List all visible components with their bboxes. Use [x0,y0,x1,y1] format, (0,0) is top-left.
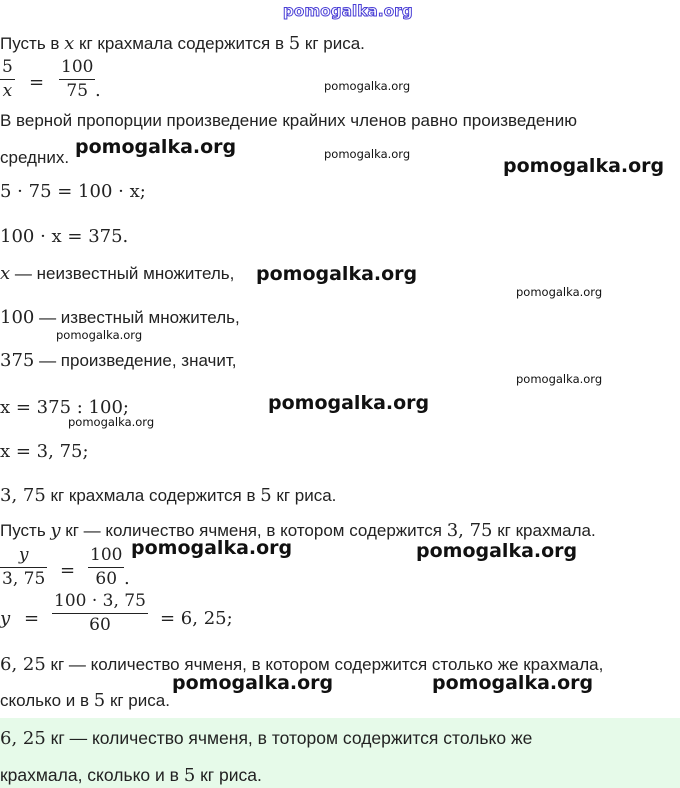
watermark: pomogalka.org [68,415,155,429]
text: кг крахмала содержится в [74,34,289,53]
num: 3, 75 [0,485,46,506]
answer-line-1 [0,728,532,749]
text: кг риса. [195,765,262,785]
rule-line-1: В верной пропорции произведение крайних членов равно произведению [0,111,577,130]
num: 5 [288,33,301,54]
watermark: pomogalka.org [503,155,665,177]
text: кг крахмала. [492,521,596,540]
fraction-y-over-3-75 [0,546,47,589]
num: 6, 25 [0,654,46,675]
answer-line-2 [0,765,262,786]
fraction-product-over-60 [52,592,148,635]
watermark: pomogalka.org [416,540,578,562]
equation-3: x = 375 : 100; [0,397,129,418]
numerator: y [18,545,29,565]
result-line-2b [0,691,170,711]
text: кг — количество ячменя, в тотором содержится столько же [45,728,533,748]
watermark: pomogalka.org [268,392,430,414]
factor-unknown-line [0,264,234,284]
text: кг — количество ячменя, в котором содержится [60,521,447,540]
period: . [124,568,130,589]
num: 3, 75 [446,520,493,541]
fraction-bar [0,567,47,568]
text: — произведение, значит, [34,351,237,370]
var-y: y [50,520,61,541]
text: кг риса. [105,691,170,710]
watermark: pomogalka.org [516,372,603,386]
product-line [0,351,237,371]
text: — неизвестный множитель, [10,264,235,283]
watermark: pomogalka.org [172,672,334,694]
numerator: 100 [90,545,123,565]
denominator: 3, 75 [2,569,46,589]
fraction-100-over-75 [59,58,95,101]
equation-1: 5 · 75 = 100 · x; [0,181,146,202]
watermark: pomogalka.org [75,136,237,158]
fraction-bar [88,567,124,568]
factor-known-line [0,308,240,328]
equals-sign: = [29,72,45,93]
text: кг риса. [271,486,337,505]
numerator: 100 · 3, 75 [54,591,146,611]
var-y: y [0,608,11,629]
watermark: pomogalka.org [324,147,411,161]
equation-4: x = 3, 75; [0,441,89,462]
fraction-bar [52,613,148,614]
equation-result: = 6, 25; [160,608,233,629]
problem-line-2 [0,521,596,541]
rule-line-2: средних. [0,148,70,167]
problem-line-1 [0,34,365,54]
numerator: 5 [2,57,13,77]
var-x: x [0,263,11,284]
num: 5 [260,485,272,506]
text: сколько и в [0,691,94,710]
num: 6, 25 [0,728,46,749]
fraction-bar [59,79,95,80]
watermark: pomogalka.org [432,672,594,694]
text: Пусть [0,521,51,540]
fraction-100-over-60 [88,546,124,589]
num: 100 [0,307,35,328]
num: 375 [0,350,35,371]
fraction-bar [0,79,15,80]
text: крахмала, сколько и в [0,765,184,785]
result-line-1 [0,486,336,506]
text: Пусть в [0,34,65,53]
watermark: pomogalka.org [256,263,418,285]
denominator: 60 [89,615,111,635]
text: кг крахмала содержится в [45,486,261,505]
watermark: pomogalka.org [324,79,411,93]
watermark: pomogalka.org [131,537,293,559]
var-x: x [64,33,75,54]
text: — известный множитель, [34,308,240,327]
period: . [95,80,101,101]
header-watermark: pomogalka.org [283,2,413,20]
num: 5 [93,690,106,711]
text: кг — количество ячменя, в котором содержится столько же крахмала, [45,655,604,674]
denominator: 60 [95,569,118,589]
denominator: x [2,81,13,101]
text: кг риса. [300,34,365,53]
equals-sign: = [60,560,76,581]
equation-2: 100 · x = 375. [0,226,129,247]
equals-sign: = [24,608,40,629]
fraction-5-over-x [0,58,15,101]
num: 5 [183,765,196,786]
watermark: pomogalka.org [56,328,143,342]
watermark: pomogalka.org [516,285,603,299]
numerator: 100 [61,57,94,77]
denominator: 75 [66,81,89,101]
